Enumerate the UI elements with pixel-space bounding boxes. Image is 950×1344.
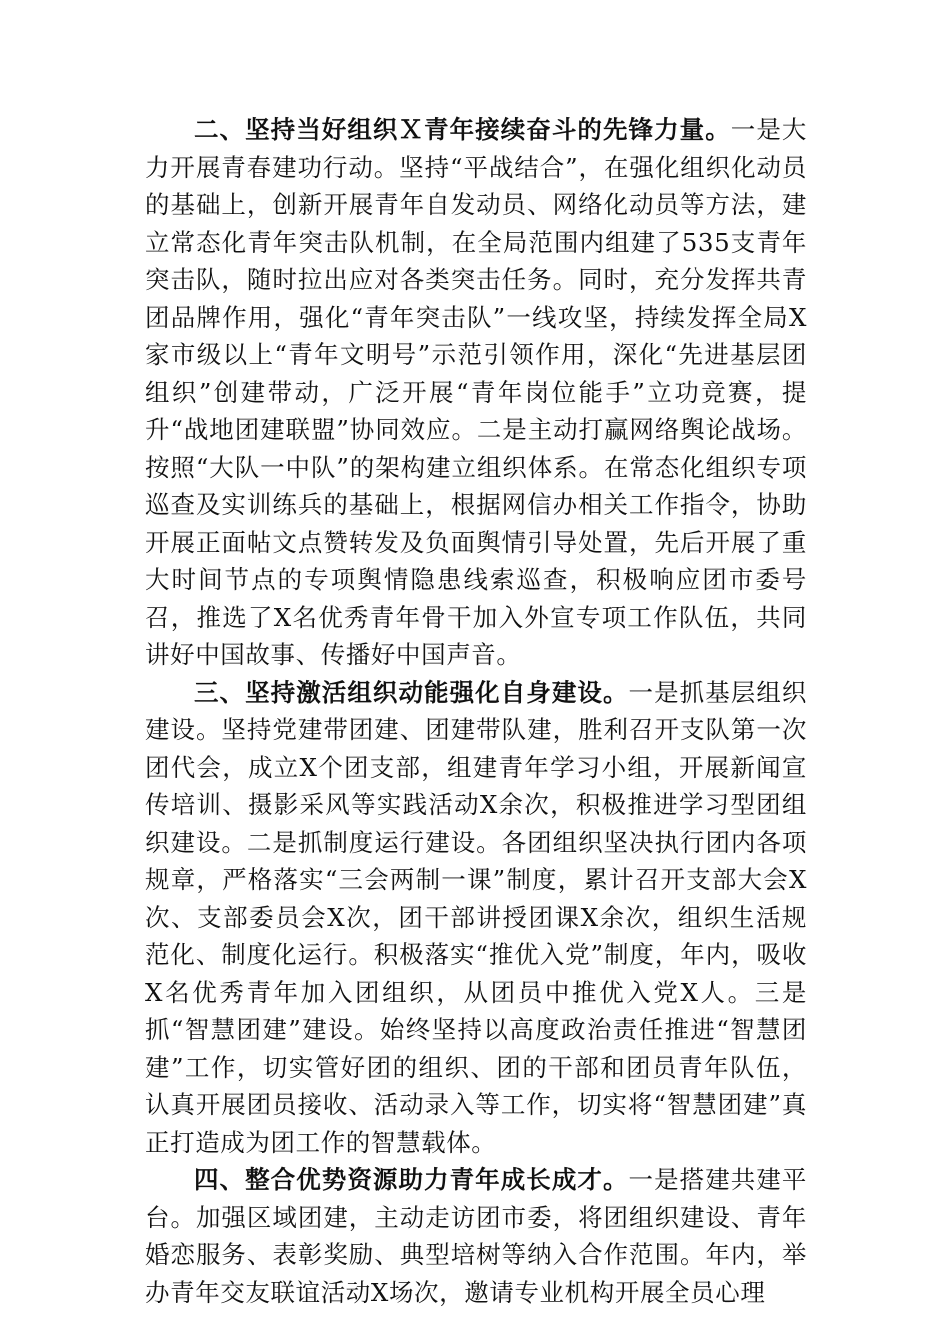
- paragraph-section-2: [145, 111, 807, 674]
- section-heading: 四、整合优势资源助力青年成长成才。: [194, 1165, 629, 1194]
- paragraph-body: 一是大力开展青春建功行动。坚持“平战结合”，在强化组织化动员的基础上，创新开展青年自发动员、网络化动员等方法，建立常态化青年突击队机制，在全局范围内组建了535支青年突击队，随时拉出应对各类突击任务。同时，充分发挥共青团品牌作用，强化“青年突击队”一线攻坚，持续发挥全局X家市级以上“青年文明号”示范引领作用，深化“先进基层团组织”创建带动，广泛开展“青年岗位能手”立功竞赛，提升“战地团建联盟”协同效应。二是主动打赢网络舆论战场。按照“大队一中队”的架构建立组织体系。在常态化组织专项巡查及实训练兵的基础上，根据网信办相关工作指令，协助开展正面帖文点赞转发及负面舆情引导处置，先后开展了重大时间节点的专项舆情隐患线索巡查，积极响应团市委号召，推选了X名优秀青年骨干加入外宣专项工作队伍，共同讲好中国故事、传播好中国声音。: [145, 115, 807, 669]
- document-page: [145, 111, 807, 1311]
- paragraph-body: 一是抓基层组织建设。坚持党建带团建、团建带队建，胜利召开支队第一次团代会，成立X个团支部，组建青年学习小组，开展新闻宣传培训、摄影采风等实践活动X余次，积极推进学习型团组织建设。二是抓制度运行建设。各团组织坚决执行团内各项规章，严格落实“三会两制一课”制度，累计召开支部大会X次、支部委员会X次，团干部讲授团课X余次，组织生活规范化、制度化运行。积极落实“推优入党”制度，年内，吸收X名优秀青年加入团组织，从团员中推优入党X人。三是抓“智慧团建”建设。始终坚持以高度政治责任推进“智慧团建”工作，切实管好团的组织、团的干部和团员青年队伍，认真开展团员接收、活动录入等工作，切实将“智慧团建”真正打造成为团工作的智慧载体。: [145, 677, 807, 1157]
- section-heading: 三、坚持激活组织动能强化自身建设。: [194, 677, 629, 707]
- section-heading: 二、坚持当好组织Ｘ青年接续奋斗的先锋力量。: [194, 115, 731, 144]
- paragraph-body: 一是搭建共建平台。加强区域团建，主动走访团市委，将团组织建设、青年婚恋服务、表彰奖励、典型培树等纳入合作范围。年内，举办青年交友联谊活动X场次，邀请专业机构开展全员心理: [145, 1165, 807, 1307]
- paragraph-section-3: [145, 674, 807, 1162]
- paragraph-section-4: [145, 1161, 807, 1311]
